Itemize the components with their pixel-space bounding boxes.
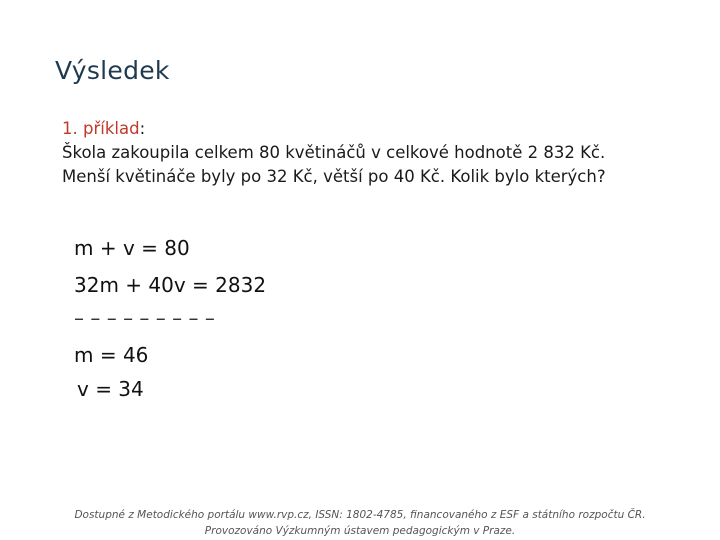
- equation-1: m + v = 80: [74, 236, 190, 260]
- task-text: [62, 117, 606, 189]
- footer: [0, 507, 720, 539]
- task-line-2: Menší květináče byly po 32 Kč, větší po 40 Kč. Kolik bylo kterých?: [62, 167, 606, 186]
- task-heading: [62, 117, 606, 141]
- result-m: m = 46: [74, 343, 149, 367]
- slide-title: Výsledek: [55, 56, 170, 85]
- task-line-1: Škola zakoupila celkem 80 květináčů v celkové hodnotě 2 832 Kč.: [62, 143, 606, 162]
- task-label: 1. příklad: [62, 119, 140, 138]
- result-v: v = 34: [77, 377, 144, 401]
- equation-separator: – – – – – – – – –: [74, 306, 215, 330]
- footer-line-1: Dostupné z Metodického portálu www.rvp.cz, ISSN: 1802-4785, financovaného z ESF a státního rozpočtu ČR.: [74, 509, 646, 521]
- task-colon: :: [139, 119, 146, 138]
- footer-line-2: Provozováno Výzkumným ústavem pedagogickým v Praze.: [204, 525, 516, 537]
- equation-2: 32m + 40v = 2832: [74, 273, 267, 297]
